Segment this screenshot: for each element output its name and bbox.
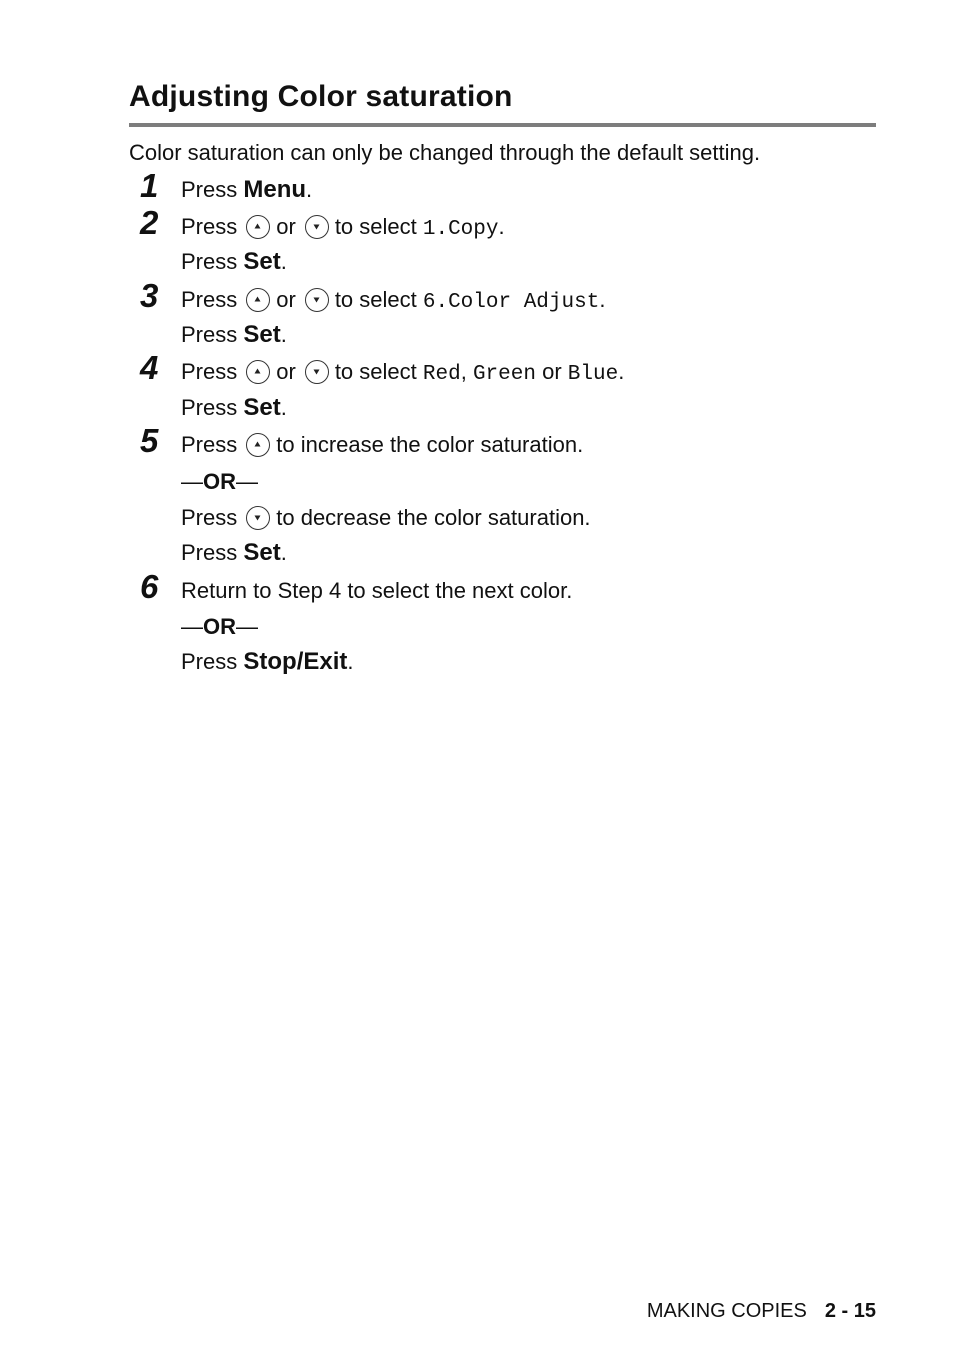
page-footer — [647, 1300, 876, 1323]
intro-text: Color saturation can only be changed through the default setting. — [129, 140, 761, 165]
up-arrow-key-icon — [246, 215, 270, 239]
step-6-or-separator — [181, 613, 258, 641]
step-5-line-1 — [181, 431, 583, 459]
press-label: Press — [181, 432, 238, 457]
to-select-label: to select — [334, 214, 417, 239]
menu-key-name: Menu — [243, 176, 307, 203]
comma: , — [460, 359, 467, 384]
down-arrow-key-icon — [305, 360, 329, 384]
step-6-line-1 — [181, 577, 572, 605]
press-label: Press — [181, 214, 238, 239]
press-label: Press — [181, 249, 238, 274]
down-arrow-key-icon — [305, 215, 329, 239]
period: . — [306, 177, 313, 202]
to-select-label: to select — [334, 359, 417, 384]
step-5-or-separator — [181, 468, 258, 496]
down-arrow-key-icon — [246, 506, 270, 530]
step-2-line-1 — [181, 213, 505, 244]
period: . — [280, 540, 287, 565]
return-text: Return to Step 4 to select the next color. — [181, 578, 573, 603]
step-1-line — [181, 176, 312, 204]
step-3-line-2 — [181, 321, 287, 349]
step-number-3: 3 — [140, 277, 159, 314]
step-5-line-4 — [181, 539, 287, 567]
step-6-line-3 — [181, 648, 354, 676]
step-number-2: 2 — [140, 204, 159, 241]
press-label: Press — [181, 359, 238, 384]
step-5-line-3 — [181, 504, 591, 532]
footer-section: MAKING COPIES — [646, 1300, 807, 1322]
period: . — [599, 287, 606, 312]
press-label: Press — [181, 287, 238, 312]
press-label: Press — [181, 540, 238, 565]
up-arrow-key-icon — [246, 288, 270, 312]
or-text: OR — [203, 469, 236, 494]
heading-rule — [129, 123, 876, 127]
stop-exit-key-name: Stop/Exit — [243, 648, 348, 675]
or-label: or — [276, 287, 296, 312]
press-label: Press — [181, 177, 238, 202]
set-key-name: Set — [243, 321, 281, 348]
option-green: Green — [472, 363, 536, 386]
increase-text: to increase the color saturation. — [276, 432, 584, 457]
or-label: or — [276, 359, 296, 384]
em-dash: — — [236, 469, 258, 494]
decrease-text: to decrease the color saturation. — [276, 505, 591, 530]
set-key-name: Set — [243, 539, 281, 566]
em-dash: — — [236, 614, 258, 639]
period: . — [498, 214, 505, 239]
menu-option-copy: 1.Copy — [422, 218, 499, 241]
set-key-name: Set — [243, 394, 281, 421]
period: . — [280, 395, 287, 420]
or-label: or — [276, 214, 296, 239]
section-heading: Adjusting Color saturation — [129, 80, 513, 113]
option-blue: Blue — [567, 363, 619, 386]
option-red: Red — [422, 363, 461, 386]
em-dash: — — [181, 614, 203, 639]
period: . — [618, 359, 625, 384]
step-number-1: 1 — [140, 167, 159, 204]
em-dash: — — [181, 469, 203, 494]
step-4-line-1 — [181, 358, 624, 389]
footer-page-number: 2 - 15 — [824, 1300, 876, 1322]
period: . — [280, 249, 287, 274]
down-arrow-key-icon — [305, 288, 329, 312]
step-number-4: 4 — [140, 349, 159, 386]
or-label: or — [542, 359, 562, 384]
to-select-label: to select — [334, 287, 417, 312]
period: . — [280, 322, 287, 347]
menu-option-color-adjust: 6.Color Adjust — [422, 291, 600, 314]
period: . — [347, 649, 354, 674]
up-arrow-key-icon — [246, 360, 270, 384]
press-label: Press — [181, 395, 238, 420]
step-4-line-2 — [181, 394, 287, 422]
or-text: OR — [203, 614, 236, 639]
step-number-6: 6 — [140, 568, 159, 605]
press-label: Press — [181, 505, 238, 530]
up-arrow-key-icon — [246, 433, 270, 457]
press-label: Press — [181, 322, 238, 347]
set-key-name: Set — [243, 248, 281, 275]
step-2-line-2 — [181, 248, 287, 276]
step-3-line-1 — [181, 286, 605, 317]
press-label: Press — [181, 649, 238, 674]
step-number-5: 5 — [140, 422, 159, 459]
